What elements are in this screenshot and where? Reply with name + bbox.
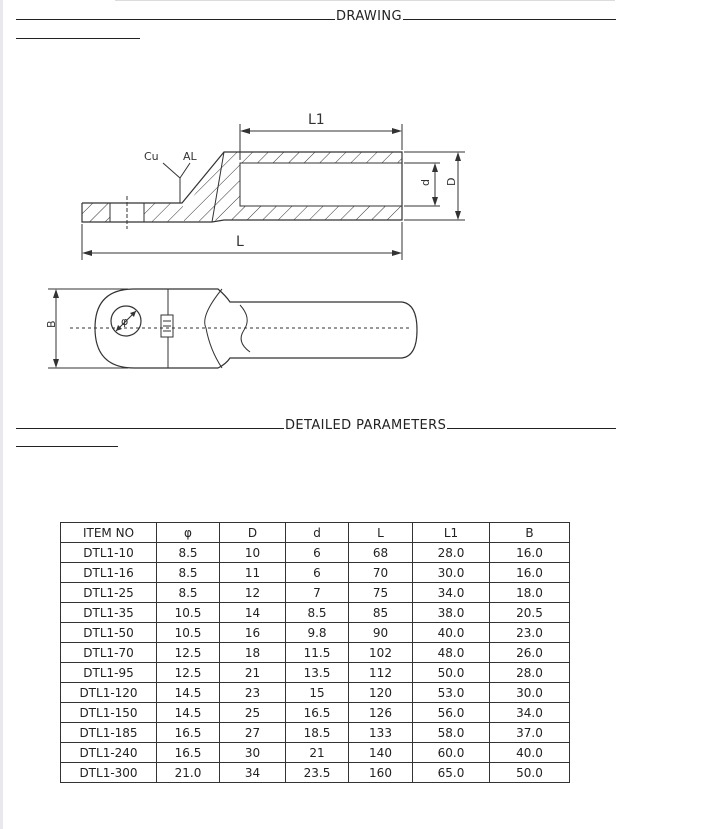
cell-B: 30.0 — [490, 683, 570, 703]
cell-item-no: DTL1-35 — [61, 603, 157, 623]
cell-D: 34 — [220, 763, 286, 783]
heading-rule-right — [447, 428, 616, 429]
cell-L1: 50.0 — [413, 663, 490, 683]
header-B: B — [490, 523, 570, 543]
cell-phi: 8.5 — [157, 583, 220, 603]
cell-d: 9.8 — [286, 623, 349, 643]
header-D: D — [220, 523, 286, 543]
cell-d: 23.5 — [286, 763, 349, 783]
cell-D: 10 — [220, 543, 286, 563]
parameters-heading — [16, 413, 616, 433]
label-d-large: D — [445, 177, 458, 186]
cell-L: 90 — [349, 623, 413, 643]
cell-d: 15 — [286, 683, 349, 703]
cell-D: 16 — [220, 623, 286, 643]
cell-phi: 10.5 — [157, 603, 220, 623]
cell-phi: 16.5 — [157, 743, 220, 763]
label-cu: Cu — [144, 150, 159, 163]
cell-item-no: DTL1-10 — [61, 543, 157, 563]
cell-L: 102 — [349, 643, 413, 663]
cell-phi: 14.5 — [157, 703, 220, 723]
cell-phi: 10.5 — [157, 623, 220, 643]
side-section-view — [82, 152, 402, 229]
top-view — [70, 289, 417, 368]
header-L: L — [349, 523, 413, 543]
lug-technical-drawing — [40, 100, 458, 375]
label-l1: L1 — [308, 112, 325, 128]
cell-d: 21 — [286, 743, 349, 763]
cell-B: 34.0 — [490, 703, 570, 723]
cell-D: 27 — [220, 723, 286, 743]
cell-B: 16.0 — [490, 563, 570, 583]
table-row — [61, 663, 570, 683]
cell-L1: 34.0 — [413, 583, 490, 603]
parameters-table — [60, 522, 570, 783]
cell-L1: 60.0 — [413, 743, 490, 763]
cell-item-no: DTL1-70 — [61, 643, 157, 663]
cell-D: 25 — [220, 703, 286, 723]
parameters-subrule — [16, 446, 118, 447]
cell-d: 6 — [286, 563, 349, 583]
table-row — [61, 763, 570, 783]
cell-phi: 14.5 — [157, 683, 220, 703]
cell-item-no: DTL1-150 — [61, 703, 157, 723]
cell-D: 18 — [220, 643, 286, 663]
cell-item-no: DTL1-300 — [61, 763, 157, 783]
cell-phi: 12.5 — [157, 663, 220, 683]
table-header-row — [61, 523, 570, 543]
cell-item-no: DTL1-185 — [61, 723, 157, 743]
cell-L1: 28.0 — [413, 543, 490, 563]
table-row — [61, 603, 570, 623]
cell-L1: 56.0 — [413, 703, 490, 723]
cell-B: 23.0 — [490, 623, 570, 643]
cell-L1: 38.0 — [413, 603, 490, 623]
table-row — [61, 723, 570, 743]
cell-L: 70 — [349, 563, 413, 583]
cell-B: 16.0 — [490, 543, 570, 563]
label-l: L — [236, 234, 244, 250]
top-divider — [115, 0, 615, 1]
header-phi: φ — [157, 523, 220, 543]
cell-L: 75 — [349, 583, 413, 603]
cell-L: 126 — [349, 703, 413, 723]
table-row — [61, 563, 570, 583]
drawing-heading — [16, 4, 616, 24]
cell-D: 14 — [220, 603, 286, 623]
cell-phi: 12.5 — [157, 643, 220, 663]
cell-L1: 48.0 — [413, 643, 490, 663]
header-item-no: ITEM NO — [61, 523, 157, 543]
cell-d: 11.5 — [286, 643, 349, 663]
cell-B: 20.5 — [490, 603, 570, 623]
label-al: AL — [183, 150, 197, 163]
cell-D: 30 — [220, 743, 286, 763]
table-row — [61, 643, 570, 663]
cell-item-no: DTL1-16 — [61, 563, 157, 583]
page-edge — [0, 0, 3, 829]
cell-D: 11 — [220, 563, 286, 583]
label-b: B — [45, 320, 58, 328]
cell-D: 23 — [220, 683, 286, 703]
cell-L: 68 — [349, 543, 413, 563]
cell-B: 26.0 — [490, 643, 570, 663]
cell-L1: 40.0 — [413, 623, 490, 643]
cell-L: 112 — [349, 663, 413, 683]
drawing-subrule — [16, 38, 140, 39]
label-phi: φ — [121, 315, 129, 328]
cell-B: 37.0 — [490, 723, 570, 743]
cell-d: 16.5 — [286, 703, 349, 723]
table-row — [61, 703, 570, 723]
cell-d: 7 — [286, 583, 349, 603]
cell-L: 160 — [349, 763, 413, 783]
header-d: d — [286, 523, 349, 543]
cell-d: 13.5 — [286, 663, 349, 683]
cell-item-no: DTL1-50 — [61, 623, 157, 643]
cell-L1: 58.0 — [413, 723, 490, 743]
cell-d: 18.5 — [286, 723, 349, 743]
cell-phi: 8.5 — [157, 563, 220, 583]
cell-item-no: DTL1-95 — [61, 663, 157, 683]
cell-D: 21 — [220, 663, 286, 683]
cell-phi: 21.0 — [157, 763, 220, 783]
cell-L1: 65.0 — [413, 763, 490, 783]
cell-phi: 8.5 — [157, 543, 220, 563]
table-row — [61, 543, 570, 563]
cell-B: 40.0 — [490, 743, 570, 763]
cell-d: 8.5 — [286, 603, 349, 623]
cell-L1: 30.0 — [413, 563, 490, 583]
cell-item-no: DTL1-240 — [61, 743, 157, 763]
table-row — [61, 583, 570, 603]
table-row — [61, 623, 570, 643]
header-L1: L1 — [413, 523, 490, 543]
cell-phi: 16.5 — [157, 723, 220, 743]
cell-L: 133 — [349, 723, 413, 743]
table-row — [61, 683, 570, 703]
cell-d: 6 — [286, 543, 349, 563]
cell-L: 85 — [349, 603, 413, 623]
table-body — [61, 543, 570, 783]
table-row — [61, 743, 570, 763]
heading-rule-left — [16, 428, 284, 429]
label-d-small: d — [419, 179, 432, 186]
drawing-title: DRAWING — [336, 9, 402, 24]
cell-item-no: DTL1-25 — [61, 583, 157, 603]
cell-L: 140 — [349, 743, 413, 763]
cell-D: 12 — [220, 583, 286, 603]
heading-rule-right — [403, 19, 616, 20]
cell-B: 18.0 — [490, 583, 570, 603]
cell-L1: 53.0 — [413, 683, 490, 703]
heading-rule-left — [16, 19, 335, 20]
parameters-title: DETAILED PARAMETERS — [285, 418, 447, 433]
cell-B: 28.0 — [490, 663, 570, 683]
cell-L: 120 — [349, 683, 413, 703]
cell-B: 50.0 — [490, 763, 570, 783]
cell-item-no: DTL1-120 — [61, 683, 157, 703]
